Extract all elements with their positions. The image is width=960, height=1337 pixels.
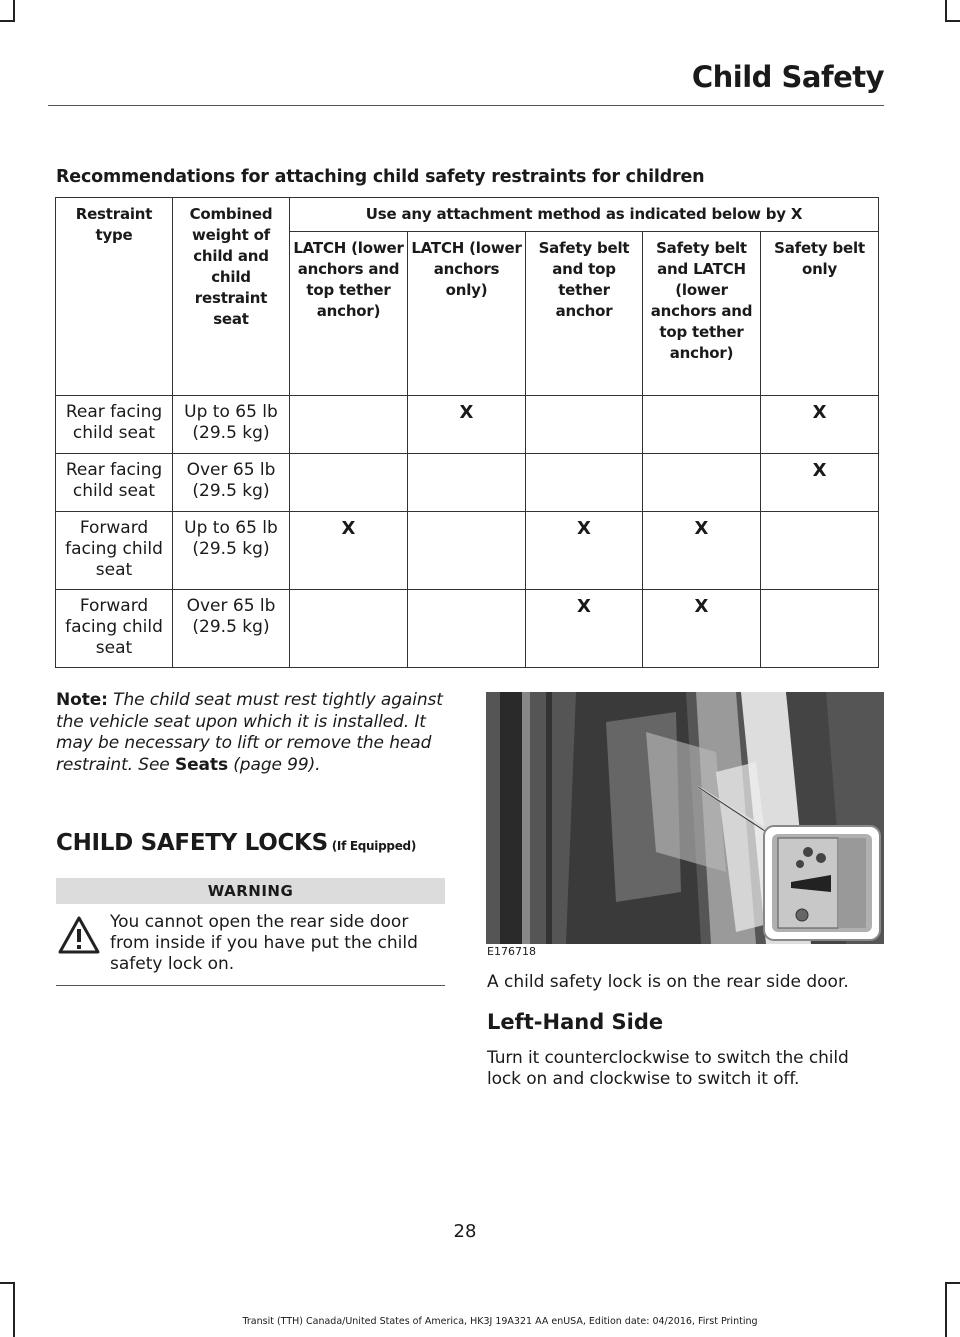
cell-mark xyxy=(761,512,879,590)
warning-text: You cannot open the rear side door from inside if you have put the child safety lock on. xyxy=(110,912,418,974)
crop-mark xyxy=(945,0,947,22)
cell-mark: X xyxy=(761,454,879,512)
cell-mark xyxy=(526,396,643,454)
table-row xyxy=(56,454,879,512)
door-latch-illustration xyxy=(486,692,884,944)
section-qualifier: (If Equipped) xyxy=(327,839,417,853)
header-combined-weight: Combined weight of child and child restraint seat xyxy=(173,198,290,396)
cell-mark: X xyxy=(290,512,408,590)
cell-mark xyxy=(526,454,643,512)
cell-restraint-type: Rear facing child seat xyxy=(56,454,173,512)
crop-mark xyxy=(945,20,960,22)
cell-restraint-type: Rear facing child seat xyxy=(56,396,173,454)
crop-mark xyxy=(945,1282,947,1337)
cell-restraint-type: Forward facing child seat xyxy=(56,590,173,668)
section-heading-text: CHILD SAFETY LOCKS xyxy=(56,830,328,856)
warning-label: WARNING xyxy=(56,878,445,904)
header-method: Safety belt only xyxy=(761,232,879,396)
table-row xyxy=(56,396,879,454)
table-row xyxy=(56,590,879,668)
figure-id: E176718 xyxy=(487,945,536,958)
header-restraint-type: Restraint type xyxy=(56,198,173,396)
cell-mark xyxy=(761,590,879,668)
cell-mark xyxy=(290,454,408,512)
crop-mark xyxy=(13,0,15,22)
section-heading xyxy=(56,830,416,856)
cell-mark xyxy=(290,590,408,668)
cell-weight: Up to 65 lb (29.5 kg) xyxy=(173,396,290,454)
cell-weight: Up to 65 lb (29.5 kg) xyxy=(173,512,290,590)
cell-mark: X xyxy=(408,396,526,454)
header-method: Safety belt and top tether anchor xyxy=(526,232,643,396)
subheading: Left-Hand Side xyxy=(487,1010,664,1034)
body-text: Turn it counterclockwise to switch the child lock on and clockwise to switch it off. xyxy=(487,1048,849,1089)
cell-mark: X xyxy=(526,590,643,668)
table-caption: Recommendations for attaching child safety restraints for children xyxy=(56,167,705,187)
cell-weight: Over 65 lb (29.5 kg) xyxy=(173,454,290,512)
cell-weight: Over 65 lb (29.5 kg) xyxy=(173,590,290,668)
cell-mark xyxy=(408,454,526,512)
header-method: Safety belt and LATCH (lower anchors and top tether anchor) xyxy=(643,232,761,396)
cell-mark xyxy=(408,590,526,668)
child-lock-figure xyxy=(486,692,884,944)
cell-mark: X xyxy=(643,512,761,590)
note-page-ref: (page 99). xyxy=(227,754,321,775)
cell-mark xyxy=(643,454,761,512)
warning-triangle-icon xyxy=(58,916,100,954)
header-method: LATCH (lower anchors and top tether anchor) xyxy=(290,232,408,396)
cell-restraint-type: Forward facing child seat xyxy=(56,512,173,590)
cell-mark xyxy=(290,396,408,454)
figure-caption: A child safety lock is on the rear side door. xyxy=(487,972,849,992)
cell-mark: X xyxy=(761,396,879,454)
page-title: Child Safety xyxy=(691,60,884,94)
header-divider xyxy=(48,105,884,106)
warning-divider xyxy=(56,985,445,986)
cell-mark: X xyxy=(526,512,643,590)
cell-mark xyxy=(643,396,761,454)
cell-mark xyxy=(408,512,526,590)
table-row xyxy=(56,512,879,590)
cell-mark: X xyxy=(643,590,761,668)
header-method: LATCH (lower anchors only) xyxy=(408,232,526,396)
page-number: 28 xyxy=(453,1221,477,1242)
header-attachment-method: Use any attachment method as indicated below by X xyxy=(290,198,879,232)
seats-link[interactable]: Seats xyxy=(174,754,228,775)
crop-mark xyxy=(13,1282,15,1337)
crop-mark xyxy=(0,1282,15,1284)
crop-mark xyxy=(0,20,15,22)
restraint-recommendations-table xyxy=(55,197,879,668)
note-text: The child seat must rest tightly against the vehicle seat upon which it is installed. It may be necessary to lift or remove the head restraint. See xyxy=(56,690,443,775)
footer-text: Transit (TTH) Canada/United States of America, HK3J 19A321 AA enUSA, Edition date: 04/2016, First Printing xyxy=(242,1316,758,1327)
note-label: Note: xyxy=(56,690,108,710)
crop-mark xyxy=(945,1282,960,1284)
note-paragraph xyxy=(56,690,448,776)
